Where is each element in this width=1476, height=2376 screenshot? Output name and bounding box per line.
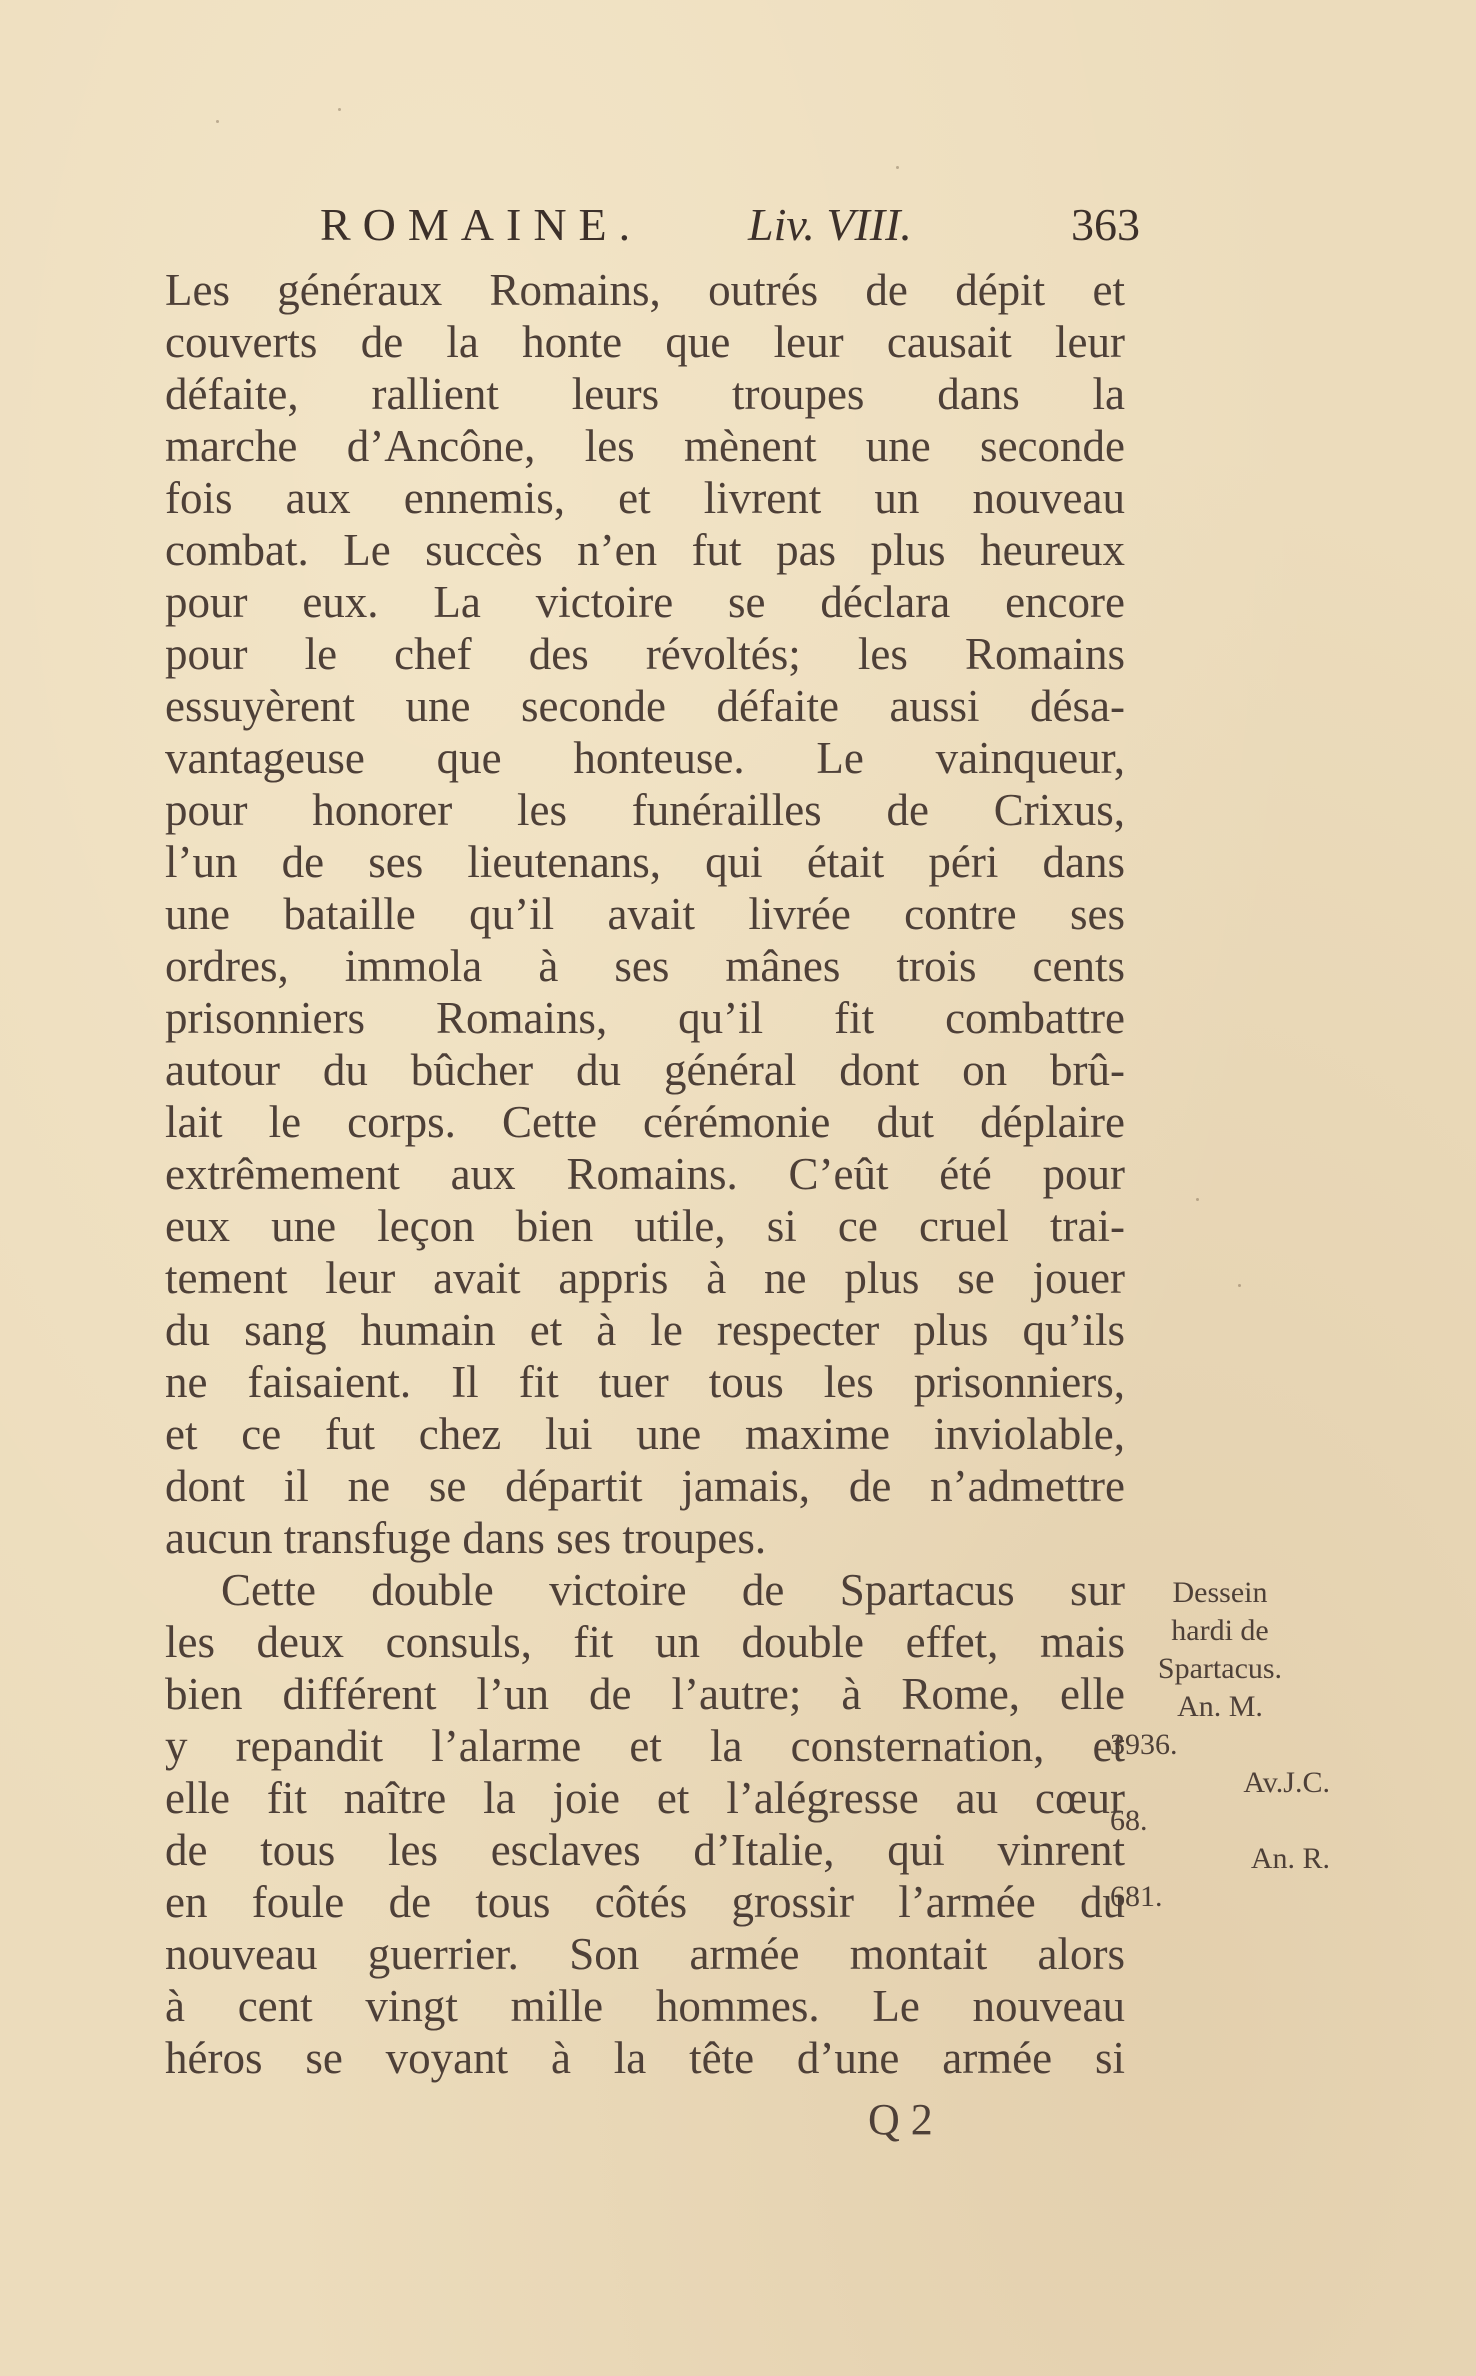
text-line: en foule de tous côtés grossir l’armée du xyxy=(165,1877,1125,1927)
page-number: 363 xyxy=(1071,199,1140,250)
text-line: marche d’Ancône, les mènent une seconde xyxy=(165,421,1125,471)
text-line: lait le corps. Cette cérémonie dut déplaire xyxy=(165,1097,1125,1147)
text-line: de tous les esclaves d’Italie, qui vinrent xyxy=(165,1825,1125,1875)
text-line: prisonniers Romains, qu’il fit combattre xyxy=(165,993,1125,1043)
text-line: l’un de ses lieutenans, qui était péri dans xyxy=(165,837,1125,887)
text-line: elle fit naître la joie et l’alégresse au cœur xyxy=(165,1773,1125,1823)
text-line: pour honorer les funérailles de Crixus, xyxy=(165,785,1125,835)
text-line: héros se voyant à la tête d’une armée si xyxy=(165,2033,1125,2083)
text-line: à cent vingt mille hommes. Le nouveau xyxy=(165,1981,1125,2031)
text-line: les deux consuls, fit un double effet, mais xyxy=(165,1617,1125,1667)
text-line: couverts de la honte que leur causait leur xyxy=(165,317,1125,367)
text-line: une bataille qu’il avait livrée contre ses xyxy=(165,889,1125,939)
text-line: ne faisaient. Il fit tuer tous les prisonniers, xyxy=(165,1357,1125,1407)
text-line: extrêmement aux Romains. C’eût été pour xyxy=(165,1149,1125,1199)
text-line: du sang humain et à le respecter plus qu’ils xyxy=(165,1305,1125,1355)
text-line: essuyèrent une seconde défaite aussi désa- xyxy=(165,681,1125,731)
margin-note-line: hardi de xyxy=(1171,1614,1269,1647)
signature-mark: Q 2 xyxy=(868,2095,933,2144)
margin-note-line: 3936. xyxy=(1110,1728,1178,1761)
paper-speck xyxy=(216,120,219,123)
margin-note xyxy=(1110,1574,1330,1916)
text-line: tement leur avait appris à ne plus se jouer xyxy=(165,1253,1125,1303)
text-line: pour eux. La victoire se déclara encore xyxy=(165,577,1125,627)
margin-note-line: 68. xyxy=(1110,1804,1148,1837)
margin-note-line: 681. xyxy=(1110,1880,1163,1913)
text-line: dont il ne se départit jamais, de n’admettre xyxy=(165,1461,1125,1511)
paper-speck xyxy=(338,108,341,111)
text-line: combat. Le succès n’en fut pas plus heureux xyxy=(165,525,1125,575)
margin-note-line: Spartacus. xyxy=(1157,1652,1283,1685)
text-line: Les généraux Romains, outrés de dépit et xyxy=(165,265,1125,315)
text-line: défaite, rallient leurs troupes dans la xyxy=(165,369,1125,419)
paper-speck xyxy=(1196,1198,1199,1201)
body-text xyxy=(165,264,1125,2084)
text-line: y repandit l’alarme et la consternation, et xyxy=(165,1721,1125,1771)
text-line: bien différent l’un de l’autre; à Rome, elle xyxy=(165,1669,1125,1719)
margin-note-line: An. M. xyxy=(1177,1690,1263,1723)
book-reference: Liv. VIII. xyxy=(748,199,912,250)
text-line: fois aux ennemis, et livrent un nouveau xyxy=(165,473,1125,523)
text-line: ordres, immola à ses mânes trois cents xyxy=(165,941,1125,991)
text-line: aucun transfuge dans ses troupes. xyxy=(165,1513,767,1563)
text-line: et ce fut chez lui une maxime inviolable, xyxy=(165,1409,1125,1459)
text-line: nouveau guerrier. Son armée montait alors xyxy=(165,1929,1125,1979)
running-header xyxy=(320,192,1140,262)
text-line: Cette double victoire de Spartacus sur xyxy=(221,1565,1125,1615)
paper-speck xyxy=(1238,1284,1241,1287)
text-line: vantageuse que honteuse. Le vainqueur, xyxy=(165,733,1125,783)
margin-note-line: An. R. xyxy=(1250,1842,1330,1875)
paper-speck xyxy=(896,166,899,169)
margin-note-line: Av.J.C. xyxy=(1243,1766,1330,1799)
text-line: eux une leçon bien utile, si ce cruel trai- xyxy=(165,1201,1125,1251)
text-line: autour du bûcher du général dont on brû- xyxy=(165,1045,1125,1095)
margin-note-line: Dessein xyxy=(1172,1576,1268,1609)
text-line: pour le chef des révoltés; les Romains xyxy=(165,629,1125,679)
running-title: ROMAINE. xyxy=(320,199,643,250)
